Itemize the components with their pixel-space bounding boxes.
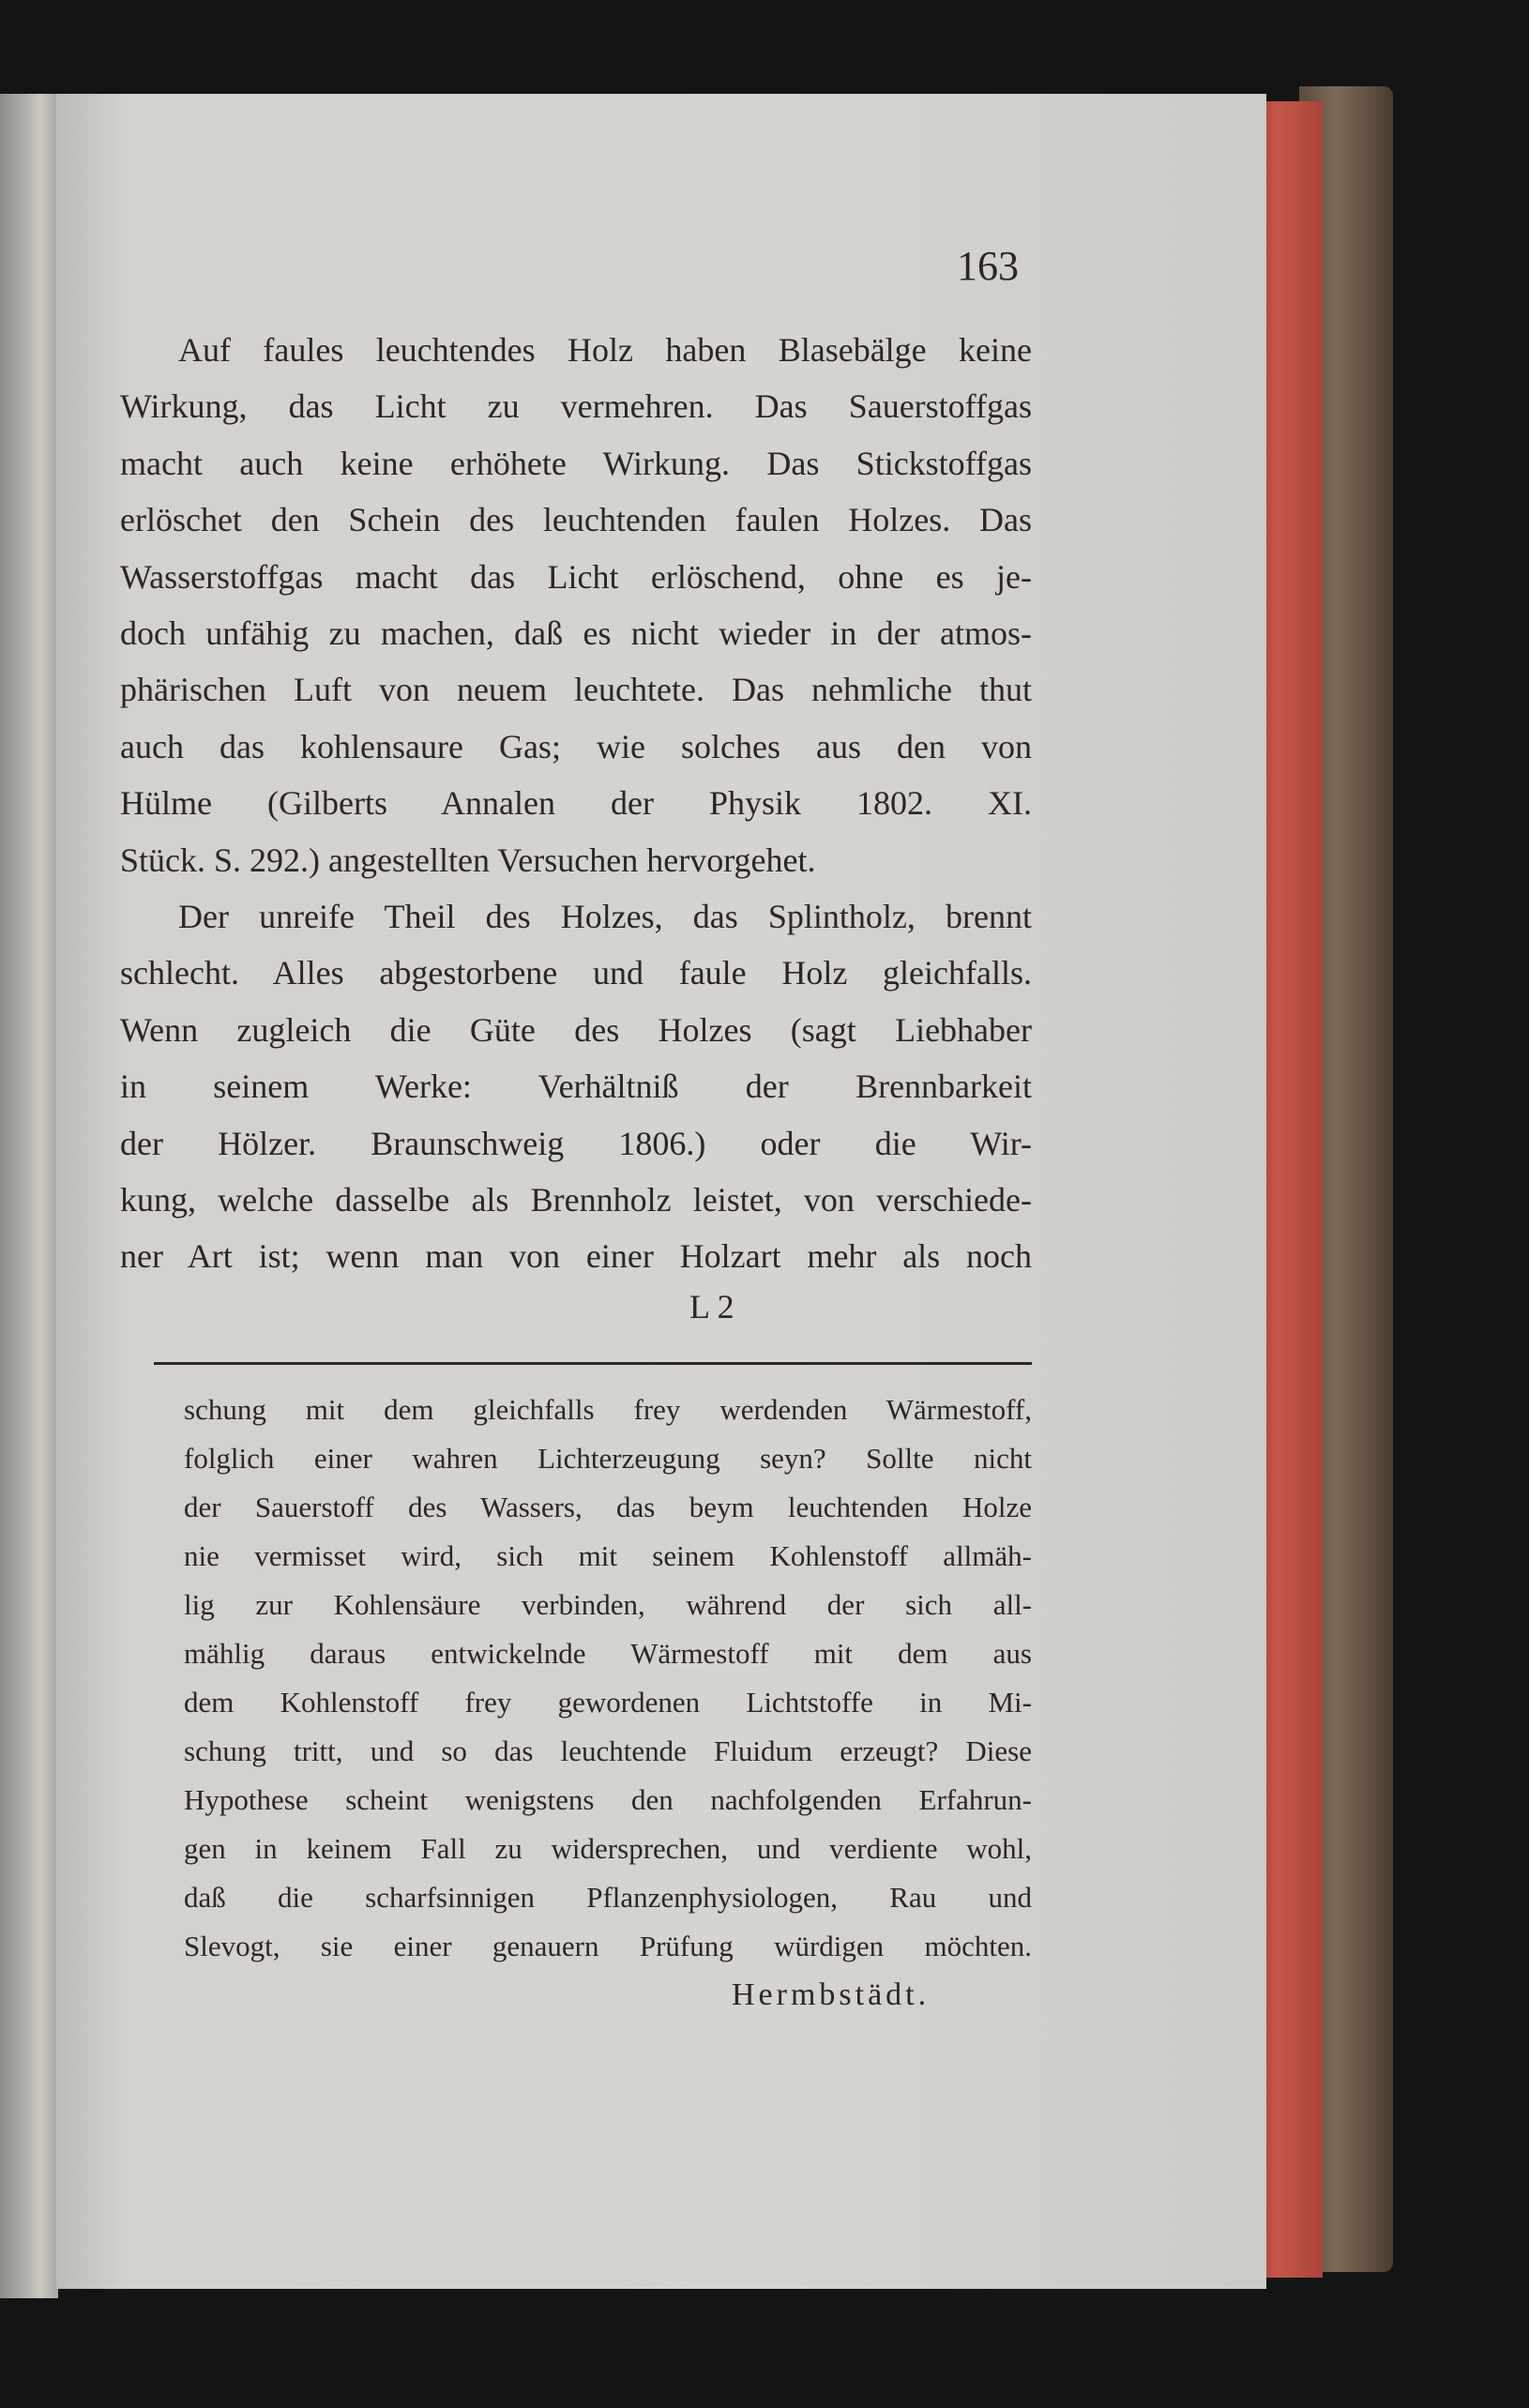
footnote-line: Slevogt, sie einer genauern Prüfung würdigen möchten. [184,1930,1032,1962]
footnote-line: schung mit dem gleichfalls frey werdenden Wärmestoff, [184,1393,1032,1426]
text-line: macht auch keine erhöhete Wirkung. Das Stickstoffgas [120,444,1032,482]
text-line: phärischen Luft von neuem leuchtete. Das nehmliche thut [120,671,1032,709]
footnote-line: schung tritt, und so das leuchtende Fluidum erzeugt? Diese [184,1734,1032,1767]
page-number: 163 [957,243,1019,289]
footnote-author: Hermbstädt. [732,1977,931,2012]
text-line: Auf faules leuchtendes Holz haben Blasebälge keine [178,331,1032,369]
footnote-line: nie vermisset wird, sich mit seinem Kohlenstoff allmäh- [184,1539,1032,1572]
text-line: in seinem Werke: Verhältniß der Brennbarkeit [120,1068,1032,1106]
footnote-line: Hypothese scheint wenigstens den nachfolgenden Erfahrun- [184,1783,1032,1816]
text-line: Wirkung, das Licht zu vermehren. Das Sauerstoffgas [120,387,1032,426]
footnote-line: daß die scharfsinnigen Pflanzenphysiologen, Rau und [184,1881,1032,1914]
text-line: erlöschet den Schein des leuchtenden faulen Holzes. Das [120,501,1032,539]
facing-page-edge [0,94,58,2298]
text-line: Hülme (Gilberts Annalen der Physik 1802. XI. [120,784,1032,823]
footnote-line: lig zur Kohlensäure verbinden, während der sich all- [184,1588,1032,1621]
footnote-line: folglich einer wahren Lichterzeugung seyn? Sollte nicht [184,1442,1032,1475]
text-line: Wasserstoffgas macht das Licht erlöschend, ohne es je- [120,557,1032,596]
footnote-line: mählig daraus entwickelnde Wärmestoff mit dem aus [184,1637,1032,1670]
text-line: Stück. S. 292.) angestellten Versuchen hervorgehet. [120,841,816,879]
text-line: der Hölzer. Braunschweig 1806.) oder die Wir- [120,1124,1032,1162]
text-line: Wenn zugleich die Güte des Holzes (sagt Liebhaber [120,1010,1032,1049]
text-line: schlecht. Alles abgestorbene und faule Holz gleichfalls. [120,954,1032,992]
footnote-line: dem Kohlenstoff frey gewordenen Lichtstoffe in Mi- [184,1686,1032,1719]
text-line: doch unfähig zu machen, daß es nicht wieder in der atmos- [120,614,1032,652]
footnote-divider [154,1362,1032,1365]
signature-mark: L 2 [689,1288,734,1325]
text-line: Der unreife Theil des Holzes, das Splintholz, brennt [178,898,1032,935]
footnote-line: der Sauerstoff des Wassers, das beym leuchtenden Holze [184,1491,1032,1523]
text-line: auch das kohlensaure Gas; wie solches aus den von [120,727,1032,765]
footnote-line: gen in keinem Fall zu widersprechen, und verdiente wohl, [184,1832,1032,1865]
text-line: kung, welche dasselbe als Brennholz leistet, von verschiede- [120,1181,1032,1219]
text-line: ner Art ist; wenn man von einer Holzart mehr als noch [120,1237,1032,1276]
